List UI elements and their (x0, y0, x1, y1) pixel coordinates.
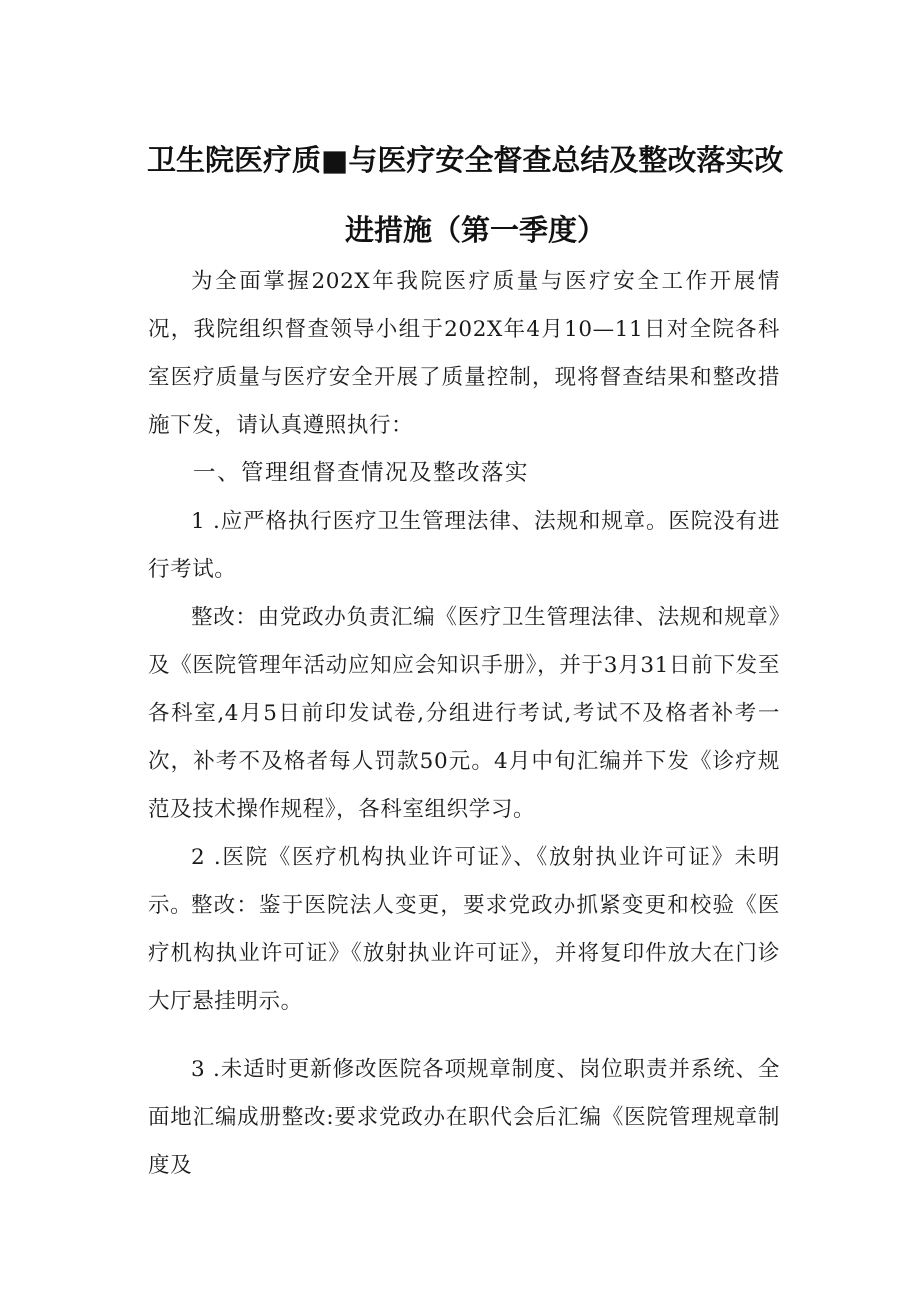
item-1-rectification: 整改：由党政办负责汇编《医疗卫生管理法律、法规和规章》及《医院管理年活动应知应会知识手册》，并于3月31日前下发至各科室,4月5日前印发试卷,分组进行考试,考试不及格者补考一次，补考不及格者每人罚款50元。4月中旬汇编并下发《诊疗规范及技术操作规程》，各科室组织学习。 (148, 605, 780, 822)
document-title-line-1: 卫生院医疗质■与医疗安全督查总结及整改落实改 (147, 143, 784, 177)
item-2: 2 .医院《医疗机构执业许可证》、《放射执业许可证》未明示。 (148, 845, 780, 918)
item-1: 1 .应严格执行医疗卫生管理法律、法规和规章。医院没有进行考试。 (148, 509, 780, 582)
section-heading: 一、管理组督查情况及整改落实 (193, 460, 530, 486)
intro-paragraph: 为全面掌握202X年我院医疗质量与医疗安全工作开展情况，我院组织督查领导小组于202X年4月10—11日对全院各科室医疗质量与医疗安全开展了质量控制，现将督查结果和整改措施下发，请认真遵照执行： (148, 269, 780, 438)
item-2-rectification: 整改：鉴于医院法人变更，要求党政办抓紧变更和校验《医疗机构执业许可证》《放射执业许可证》，并将复印件放大在门诊大厅悬挂明示。 (148, 893, 780, 1014)
item-3: 3 .未适时更新修改医院各项规章制度、岗位职责并系统、全面地汇编成册整改:要求党政办在职代会后汇编《医院管理规章制度及 (148, 1057, 780, 1178)
document-title-line-2: 进措施（第一季度） (345, 213, 607, 247)
